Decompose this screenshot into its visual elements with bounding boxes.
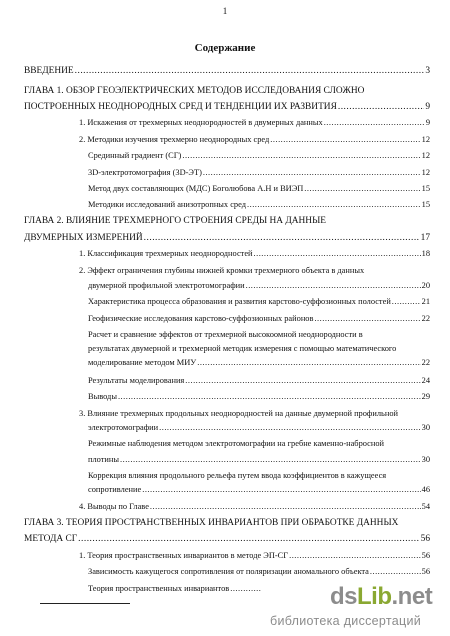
toc-entry-text: 2. Эффект ограничения глубины нижней кромки трехмерного объекта в данных xyxy=(79,266,365,275)
toc-entry-text: результатах двумерной и трехмерной методик измерения с помощью математического xyxy=(88,344,397,353)
toc-entry-text: Геофизические исследования карстово-суффозионных районов xyxy=(88,314,314,323)
toc-page-number: 17 xyxy=(420,233,430,243)
toc-entry xyxy=(88,297,430,307)
toc-dot-leader xyxy=(338,102,424,112)
toc-dot-leader xyxy=(246,281,421,291)
toc-entry-text: двумерной профильной электротомографии xyxy=(88,281,245,290)
toc-entry-text: моделирование методом МИУ xyxy=(88,358,197,367)
toc-entry xyxy=(79,551,430,561)
dslib-subtitle: библиотека диссертаций xyxy=(270,614,422,628)
toc-dot-leader xyxy=(289,551,421,561)
toc-entry-text: Выводы xyxy=(88,392,117,401)
toc-entry-text: сопротивление xyxy=(88,485,142,494)
page-number: 1 xyxy=(222,6,228,16)
toc-entry xyxy=(79,266,430,276)
toc-dot-leader xyxy=(304,184,420,194)
toc-page-number: 20 xyxy=(421,281,430,290)
toc-page-number: 46 xyxy=(421,485,430,494)
toc-dot-leader xyxy=(203,168,421,178)
toc-page-number: 22 xyxy=(421,358,430,367)
toc-entry xyxy=(88,485,430,495)
toc-dot-leader xyxy=(270,135,420,145)
toc-dot-leader xyxy=(247,200,421,210)
toc-entry xyxy=(24,66,430,76)
toc-entry xyxy=(88,344,430,354)
toc-page-number: 15 xyxy=(421,200,430,209)
toc-page-number: 18 xyxy=(421,249,430,258)
toc-entry xyxy=(88,314,430,324)
toc-entry xyxy=(88,376,430,386)
toc-entry xyxy=(79,135,430,145)
toc-entry xyxy=(24,102,430,112)
toc-dot-leader xyxy=(118,392,421,402)
toc-entry xyxy=(88,151,430,161)
toc-entry-text: 3. Влияние трехмерных продольных неоднородностей на данные двумерной профильной xyxy=(79,409,398,418)
toc-entry-text: ДВУМЕРНЫХ ИЗМЕРЕНИЙ xyxy=(24,233,143,243)
toc-entry-text: Методики исследований анизотропных сред xyxy=(88,200,246,209)
footnote-rule xyxy=(40,603,130,604)
toc-entry-text: ГЛАВА 3. ТЕОРИЯ ПРОСТРАНСТВЕННЫХ ИНВАРИАНТОВ ПРИ ОБРАБОТКЕ ДАННЫХ xyxy=(24,518,399,528)
toc-entry xyxy=(88,330,430,340)
toc-page-number: 3 xyxy=(425,66,430,76)
toc-page-number: 21 xyxy=(421,297,430,306)
toc-entry-text: Характеристика процесса образования и развития карстово-суффозионных полостей xyxy=(88,297,391,306)
toc-entry xyxy=(79,409,430,419)
toc-entry-text: Зависимость кажущегося сопротивления от поляризации аномального объекта xyxy=(88,567,369,576)
toc-entry-text: Срединный градиент (СГ) xyxy=(88,151,182,160)
toc-dot-leader xyxy=(392,297,421,307)
toc-entry-text: Коррекция влияния продольного рельефа путем ввода коэффициентов в кажущееся xyxy=(88,471,387,480)
toc-entry-text: 4. Выводы по Главе xyxy=(79,502,149,511)
toc-entry-text: Метод двух составляющих (МДС) Боголюбова А.Н и ВИЭП xyxy=(88,184,304,193)
toc-entry xyxy=(24,216,430,226)
toc-page-number: 9 xyxy=(425,102,430,112)
toc-dot-leader xyxy=(185,376,420,386)
toc-dot-leader xyxy=(78,534,419,544)
toc-page-number: 9 xyxy=(425,118,430,127)
toc-entry xyxy=(79,249,430,259)
toc-entry-text: плотины xyxy=(88,455,119,464)
toc-page-number: 29 xyxy=(421,392,430,401)
toc-entry-text: электротомографии xyxy=(88,423,159,432)
toc-entry-text: МЕТОДА СГ xyxy=(24,534,78,544)
toc-entry xyxy=(88,439,430,449)
toc-entry xyxy=(88,168,430,178)
toc-page-number: 22 xyxy=(421,314,430,323)
toc-entry xyxy=(88,471,430,481)
toc-page-number: 12 xyxy=(421,168,430,177)
toc-entry-text: ВВЕДЕНИЕ xyxy=(24,66,74,76)
toc-entry xyxy=(88,455,430,465)
toc-entry-text: 1. Искажения от трехмерных неоднородностей в двумерных данных xyxy=(79,118,323,127)
toc-entry-text: 3D-электротомография (3D-ЭТ) xyxy=(88,168,202,177)
toc-entry xyxy=(88,392,430,402)
toc-dot-leader xyxy=(254,249,421,259)
toc-page-number: 12 xyxy=(421,135,430,144)
toc-entry xyxy=(79,502,430,512)
toc-entry-text: ГЛАВА 2. ВЛИЯНИЕ ТРЕХМЕРНОГО СТРОЕНИЯ СРЕДЫ НА ДАННЫЕ xyxy=(24,216,326,226)
toc-page-number: 15 xyxy=(421,184,430,193)
toc-dot-leader xyxy=(324,118,425,128)
toc-entry xyxy=(24,86,430,96)
toc-dot-leader xyxy=(159,423,421,433)
dslib-logo: dsLib.net xyxy=(330,583,433,610)
toc-page-number: 54 xyxy=(421,502,430,511)
toc-page-number: 12 xyxy=(421,151,430,160)
toc-dot-leader xyxy=(182,151,420,161)
document-title: Содержание xyxy=(194,42,256,54)
toc-page-number: 56 xyxy=(421,567,430,576)
toc-entry xyxy=(79,118,430,128)
toc-entry-text: 1. Теория пространственных инвариантов в методе ЭП-СГ xyxy=(79,551,289,560)
toc-entry xyxy=(88,358,430,368)
toc-entry-text: ПОСТРОЕННЫХ НЕОДНОРОДНЫХ СРЕД И ТЕНДЕНЦИИ ИХ РАЗВИТИЯ xyxy=(24,102,337,112)
dslib-watermark xyxy=(270,583,448,633)
toc-entry-text: ГЛАВА 1. ОБЗОР ГЕОЭЛЕКТРИЧЕСКИХ МЕТОДОВ ИССЛЕДОВАНИЯ СЛОЖНО xyxy=(24,86,365,96)
toc-dot-leader xyxy=(197,358,420,368)
toc-dot-leader xyxy=(144,233,420,243)
toc-page-number: 30 xyxy=(421,455,430,464)
toc-entry-text: 1. Классификация трехмерных неоднородностей xyxy=(79,249,253,258)
toc-entry xyxy=(88,200,430,210)
toc-entry-text: Режимные наблюдения методом электротомографии на гребне каменно-набросной xyxy=(88,439,385,448)
toc-entry-text: Расчет и сравнение эффектов от трехмерной высокоомной неоднородности в xyxy=(88,330,363,339)
toc-entry-text: Теория пространственных инвариантов xyxy=(88,584,230,593)
toc-page-number: 56 xyxy=(420,534,430,544)
toc-dot-leader xyxy=(370,567,421,577)
toc-page-number: 56 xyxy=(421,551,430,560)
toc-entry-text: 2. Методики изучения трехмерно неоднородных сред xyxy=(79,135,270,144)
toc-entry xyxy=(88,184,430,194)
toc-dot-leader xyxy=(150,502,421,512)
toc-entry xyxy=(88,423,430,433)
toc-page-number: 24 xyxy=(421,376,430,385)
toc-entry xyxy=(24,518,430,528)
toc-dot-leader xyxy=(230,584,261,594)
toc-entry xyxy=(88,281,430,291)
toc-entry xyxy=(24,534,430,544)
toc-entry xyxy=(88,584,262,594)
toc-dot-leader xyxy=(120,455,421,465)
toc-entry xyxy=(88,567,430,577)
toc-entry-text: Результаты моделирования xyxy=(88,376,185,385)
toc-dot-leader xyxy=(75,66,425,76)
toc-dot-leader xyxy=(142,485,420,495)
toc-dot-leader xyxy=(314,314,420,324)
toc-page-number: 30 xyxy=(421,423,430,432)
toc-entry xyxy=(24,233,430,243)
